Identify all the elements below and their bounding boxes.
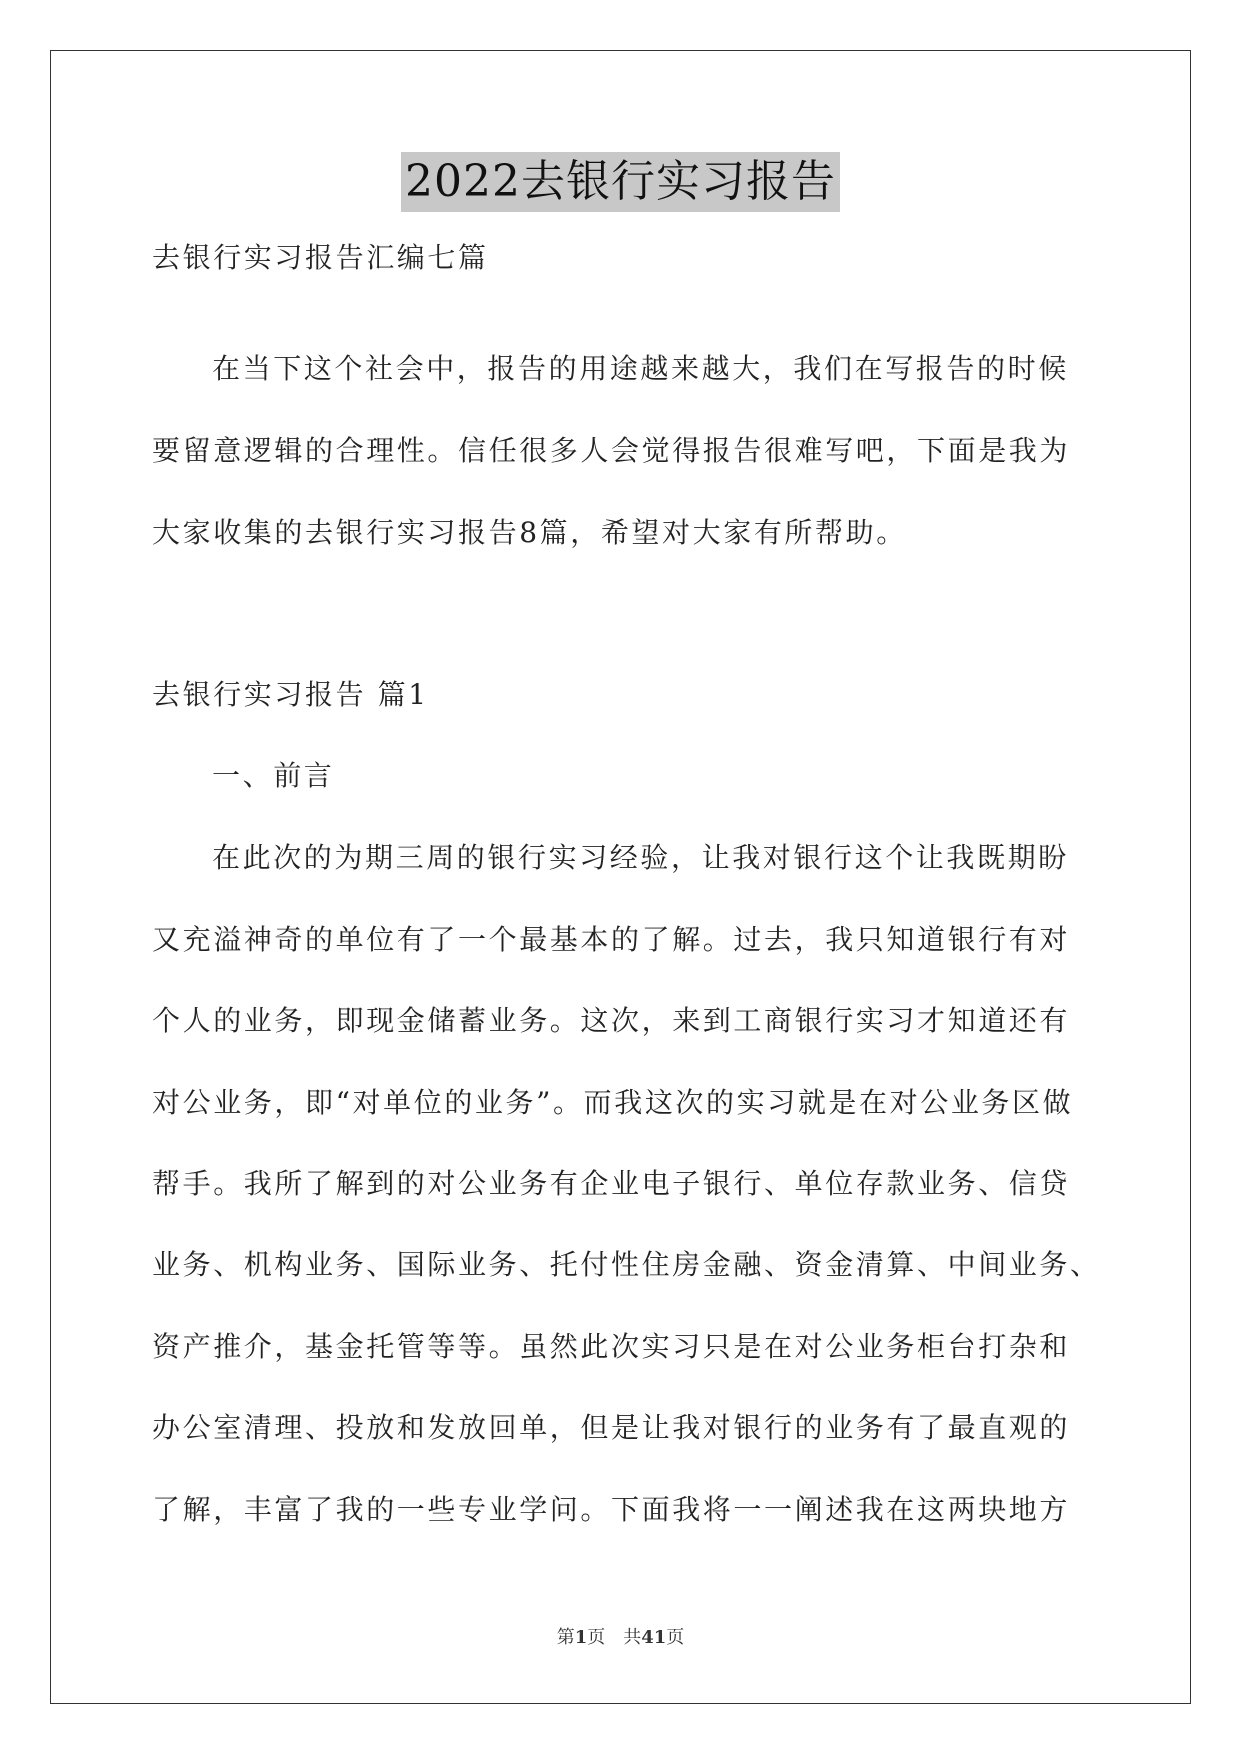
footer-page-suffix: 页	[666, 1627, 685, 1648]
footer-page-mid: 页 共	[587, 1627, 642, 1648]
document-subtitle: 去银行实习报告汇编七篇	[152, 241, 489, 274]
subsection-heading: 一、前言	[212, 759, 335, 792]
page-border	[50, 50, 1191, 1704]
document-title: 2022去银行实习报告	[401, 152, 840, 212]
section-heading: 去银行实习报告 篇1	[152, 678, 429, 711]
body-line-4: 对公业务，即“对单位的业务”。而我这次的实习就是在对公业务区做	[152, 1086, 1074, 1119]
intro-line-3: 大家收集的去银行实习报告8篇，希望对大家有所帮助。	[152, 516, 907, 549]
body-line-9: 了解，丰富了我的一些专业学问。下面我将一一阐述我在这两块地方	[152, 1493, 1071, 1526]
body-line-1: 在此次的为期三周的银行实习经验，让我对银行这个让我既期盼	[212, 841, 1069, 874]
footer-total-pages: 41	[641, 1627, 667, 1648]
body-line-8: 办公室清理、投放和发放回单，但是让我对银行的业务有了最直观的	[152, 1411, 1071, 1444]
intro-line-1: 在当下这个社会中，报告的用途越来越大，我们在写报告的时候	[212, 352, 1069, 385]
body-line-5: 帮手。我所了解到的对公业务有企业电子银行、单位存款业务、信贷	[152, 1167, 1071, 1200]
body-line-2: 又充溢神奇的单位有了一个最基本的了解。过去，我只知道银行有对	[152, 923, 1071, 956]
intro-line-2: 要留意逻辑的合理性。信任很多人会觉得报告很难写吧，下面是我为	[152, 434, 1071, 467]
footer-page-prefix: 第	[556, 1627, 575, 1648]
body-line-7: 资产推介，基金托管等等。虽然此次实习只是在对公业务柜台打杂和	[152, 1330, 1071, 1363]
title-container	[0, 152, 1241, 212]
footer-page-number: 1	[574, 1627, 588, 1648]
body-line-6: 业务、机构业务、国际业务、托付性住房金融、资金清算、中间业务、	[152, 1248, 1101, 1281]
body-line-3: 个人的业务，即现金储蓄业务。这次，来到工商银行实习才知道还有	[152, 1004, 1071, 1037]
page-footer	[0, 1626, 1241, 1650]
